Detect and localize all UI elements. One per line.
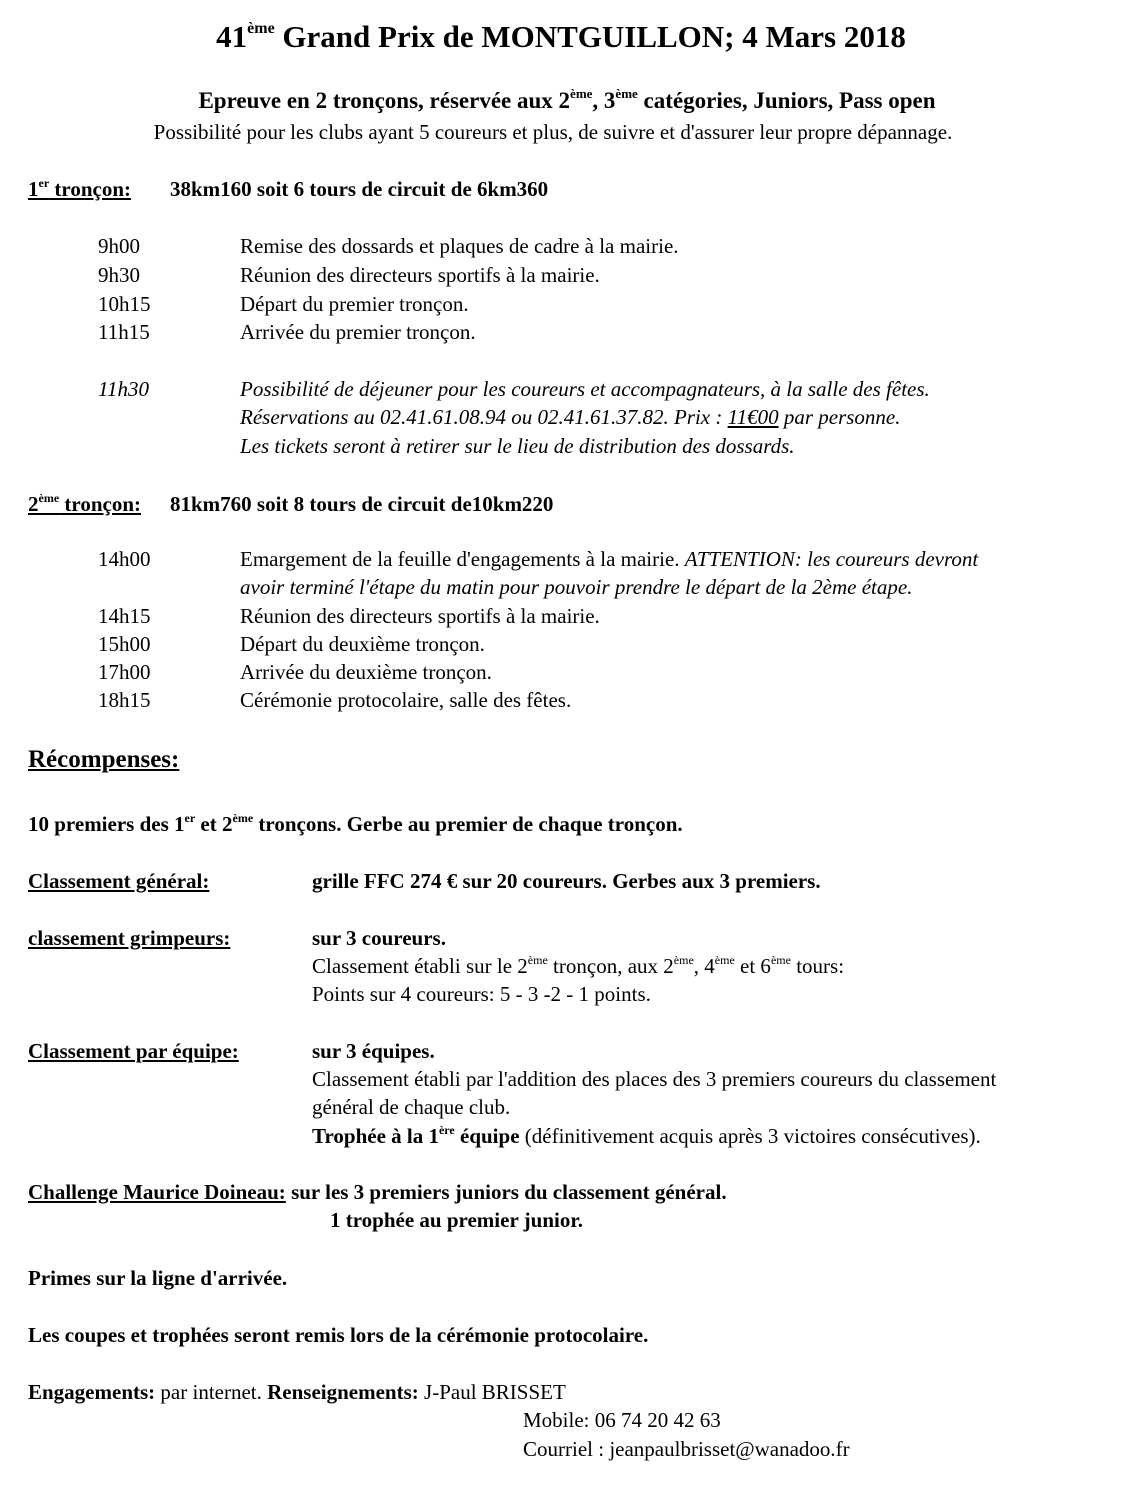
contact-mobile: Mobile: 06 74 20 42 63 [523,1408,721,1432]
lunch-price: 11€00 [727,405,779,429]
top10-rewards: 10 premiers des 1er et 2ème tronçons. Gerbe au premier de chaque tronçon. [28,811,683,836]
page-title: 41ème Grand Prix de MONTGUILLON; 4 Mars 2018 [216,19,906,54]
stage1-event: Départ du premier tronçon. [240,292,469,316]
rewards-heading: Récompenses: [28,746,180,773]
page-subtitle: Epreuve en 2 tronçons, réservée aux 2ème, 3ème catégories, Juniors, Pass open [198,86,936,113]
stage2-time: 18h15 [98,688,151,712]
cups-note: Les coupes et trophées seront remis lors de la cérémonie protocolaire. [28,1323,649,1347]
lunch-reservation: Réservations au 02.41.61.08.94 ou 02.41.61.37.82. Prix : 11€00 par personne. [240,405,901,429]
stage2-heading: 2ème tronçon: [28,491,142,516]
stage2-time: 17h00 [98,660,151,684]
climbers-points: Points sur 4 coureurs: 5 - 3 -2 - 1 points. [312,982,651,1006]
stage2-time: 14h15 [98,604,151,628]
finish-line-primes: Primes sur la ligne d'arrivée. [28,1266,288,1290]
team-detail: Classement établi par l'addition des places des 3 premiers coureurs du classement [312,1067,997,1091]
stage1-time: 11h15 [98,320,150,344]
stage2-event: Emargement de la feuille d'engagements à la mairie. ATTENTION: les coureurs devront [240,547,979,571]
general-classification-text: grille FFC 274 € sur 20 coureurs. Gerbes aux 3 premiers. [312,869,821,893]
lunch-line: Possibilité de déjeuner pour les coureurs et accompagnateurs, à la salle des fêtes. [240,377,930,401]
climbers-label: classement grimpeurs: [28,926,231,950]
attention-note: avoir terminé l'étape du matin pour pouvoir prendre le départ de la 2ème étape. [240,575,913,599]
contact-line: Engagements: par internet. Renseignements: J-Paul BRISSET [28,1380,566,1404]
stage1-distance: 38km160 soit 6 tours de circuit de 6km360 [170,177,549,201]
challenge-label: Challenge Maurice Doineau: [28,1180,286,1204]
stage2-distance: 81km760 soit 8 tours de circuit de10km220 [170,492,554,516]
lunch-time: 11h30 [98,377,149,401]
team-classification-label: Classement par équipe: [28,1039,239,1063]
challenge-line: Challenge Maurice Doineau: sur les 3 premiers juniors du classement général. [28,1180,727,1204]
stage2-event: Cérémonie protocolaire, salle des fêtes. [240,688,572,712]
stage1-time: 9h00 [98,234,140,258]
contact-email: Courriel : jeanpaulbrisset@wanadoo.fr [523,1437,850,1461]
stage2-time: 15h00 [98,632,151,656]
stage1-event: Réunion des directeurs sportifs à la mairie. [240,263,600,287]
stage2-event: Départ du deuxième tronçon. [240,632,485,656]
challenge-trophy: 1 trophée au premier junior. [330,1208,583,1232]
stage2-event: Arrivée du deuxième tronçon. [240,660,492,684]
stage1-time: 9h30 [98,263,140,287]
stage1-heading: 1er tronçon: [28,176,132,201]
team-trophy: Trophée à la 1ère équipe (définitivement acquis après 3 victoires consécutives). [312,1123,981,1148]
team-classification-text: sur 3 équipes. [312,1039,435,1063]
stage1-time: 10h15 [98,292,151,316]
stage1-event: Arrivée du premier tronçon. [240,320,476,344]
stage2-time: 14h00 [98,547,151,571]
lunch-line: Les tickets seront à retirer sur le lieu de distribution des dossards. [240,434,795,458]
team-detail: général de chaque club. [312,1095,511,1119]
climbers-text: sur 3 coureurs. [312,926,446,950]
assistance-note: Possibilité pour les clubs ayant 5 coureurs et plus, de suivre et d'assurer leur propre dépannage. [153,120,953,144]
general-classification-label: Classement général: [28,869,210,893]
climbers-detail: Classement établi sur le 2ème tronçon, aux 2ème, 4ème et 6ème tours: [312,953,845,978]
attention-note: ATTENTION: les coureurs devront [684,547,979,571]
stage2-event: Réunion des directeurs sportifs à la mairie. [240,604,600,628]
stage1-event: Remise des dossards et plaques de cadre à la mairie. [240,234,679,258]
